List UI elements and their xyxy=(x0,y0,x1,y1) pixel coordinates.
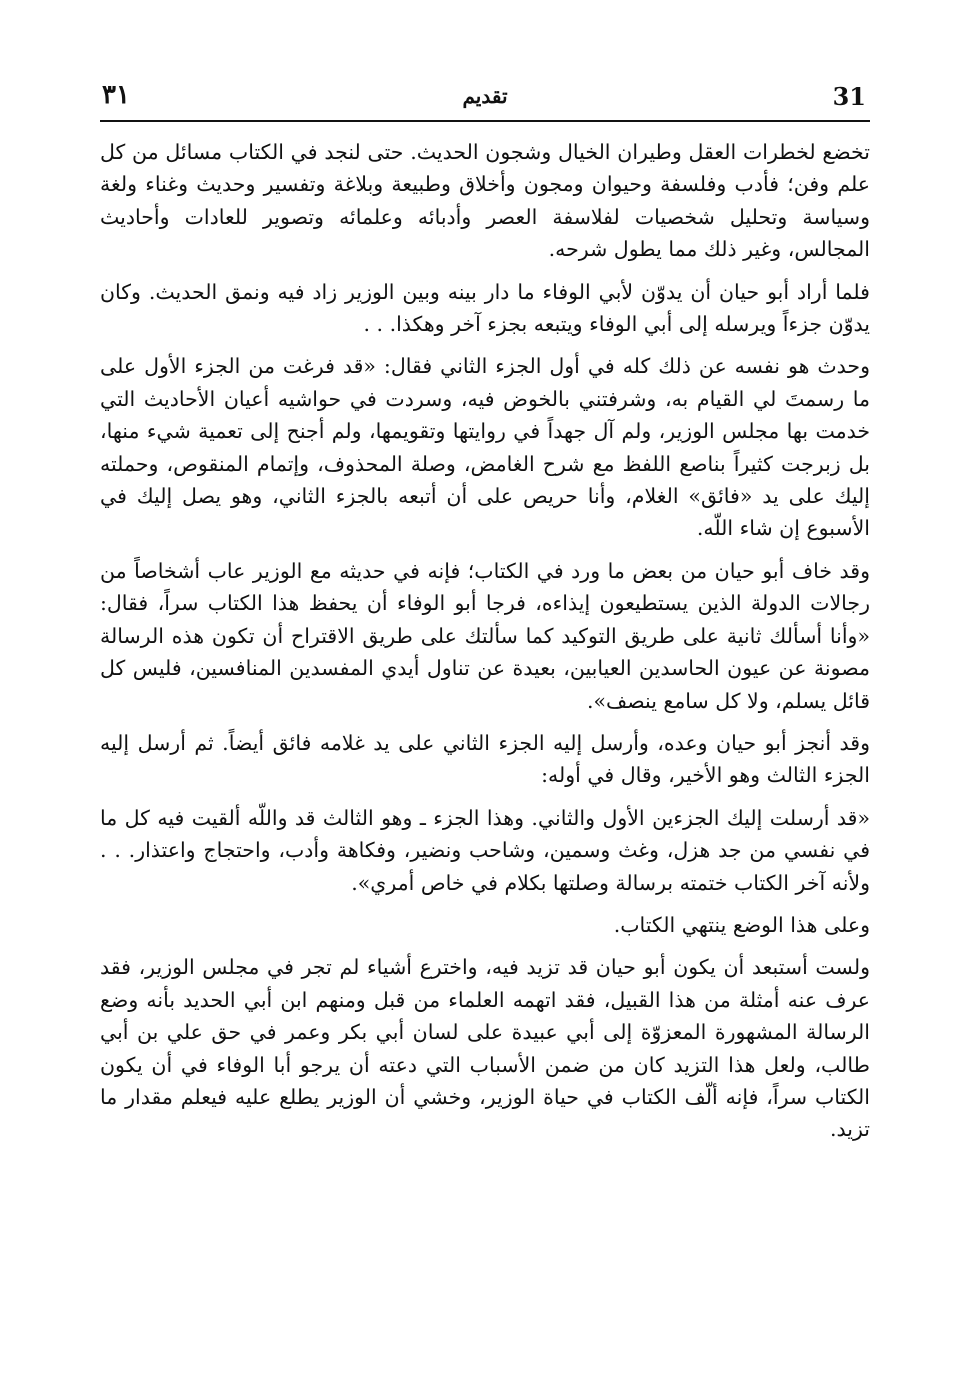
page-number-arabic: ٣١ xyxy=(102,80,130,110)
paragraph: وقد خاف أبو حيان من بعض ما ورد في الكتاب؛ فإنه في حديثه مع الوزير عاب أشخاصاً من رجالات الدولة الذين يستطيعون إيذاءه، فرجا أبو الوفاء أن يحفظ هذا الكتاب سراً، فقال: «وأنا أسألك ثانية على طريق التوكيد كما سألتك على طريق الاقتراح أن تكون هذه الرسالة مصونة عن عيون الحاسدين العيابين، بعيدة عن تناول أيدي المفسدين المنافسين، فليس كل قائل يسلم، ولا كل سامع ينصف». xyxy=(100,558,870,713)
quoted-paragraph: «قد أرسلت إليك الجزءين الأول والثاني. وهذا الجزء ـ وهو الثالث قد واللّه ألقيت فيه كل ما في نفسي من جد هزل، وغث وسمين، وشاحب ونضير، وفكاهة وأدب، واحتجاج واعتذار. . . ولأنه آخر الكتاب ختمته برسالة وصلتها بكلام في خاص أمري». xyxy=(100,805,870,895)
paragraph: وقد أنجز أبو حيان وعده، وأرسل إليه الجزء الثاني على يد غلامه فائق أيضاً. ثم أرسل إليه الجزء الثالث وهو الأخير، وقال في أوله: xyxy=(100,730,870,788)
page-number-latin: 31 xyxy=(832,82,866,111)
book-page xyxy=(100,76,870,1156)
paragraph: فلما أراد أبو حيان أن يدوّن لأبي الوفاء ما دار بينه وبين الوزير زاد فيه ونمق الحديث. وكان يدوّن جزءاً ويرسله إلى أبي الوفاء ويتبعه بجزء آخر وهكذا. . . xyxy=(100,279,870,337)
running-title: تقديم xyxy=(462,84,508,108)
paragraph: وعلى هذا الوضع ينتهي الكتاب. xyxy=(613,912,870,937)
paragraph: وحدث هو نفسه عن ذلك كله في أول الجزء الثاني فقال: «قد فرغت من الجزء الأول على ما رسمتَ لي القيام به، وشرفتني بالخوض فيه، وسردت في حواشيه أعيان الأحاديث التي خدمت بها مجلس الوزير، ولم آل جهداً في روايتها وتقويمها، ولم أجنح إلى تعمية شيء منها، بل زبرجت كثيراً بناصع اللفظ مع شرح الغامض، وصلة المحذوف، وإتمام المنقوص، وحملته إليك على يد «فائق» الغلام، وأنا حريص على أن أتبعه بالجزء الثاني، وهو يصل إليك في الأسبوع إن شاء اللّه. xyxy=(100,354,870,541)
paragraph: ولست أستبعد أن يكون أبو حيان قد تزيد فيه، واخترع أشياء لم تجر في مجلس الوزير، فقد عرف عنه أمثلة من هذا القبيل، فقد اتهمه العلماء من قبل ومنهم ابن أبي الحديد بأنه وضع الرسالة المشهورة المعزوّة إلى أبي عبيدة على لسان أبي بكر وعمر في حق علي بن أبي طالب، ولعل هذا التزيد كان من ضمن الأسباب التي دعته أن يرجو أبا الوفاء في أن يكون الكتاب سراً، فإنه ألّف الكتاب في حياة الوزير، وخشي أن الوزير يطلع عليه فيعلم مقدار ما تزيد. xyxy=(100,955,870,1142)
running-header xyxy=(100,76,870,122)
paragraph: تخضع لخطرات العقل وطيران الخيال وشجون الحديث. حتى لنجد في الكتاب مسائل من كل علم وفن؛ فأدب وفلسفة وحيوان ومجون وأخلاق وطبيعة وبلاغة وتفسير وحديث وغناء ولغة وسياسة وتحليل شخصيات لفلاسفة العصر وأدبائه وعلمائه وتصوير للعادات وأحاديث المجالس، وغير ذلك مما يطول شرحه. xyxy=(100,140,870,262)
body-text xyxy=(100,136,870,1146)
